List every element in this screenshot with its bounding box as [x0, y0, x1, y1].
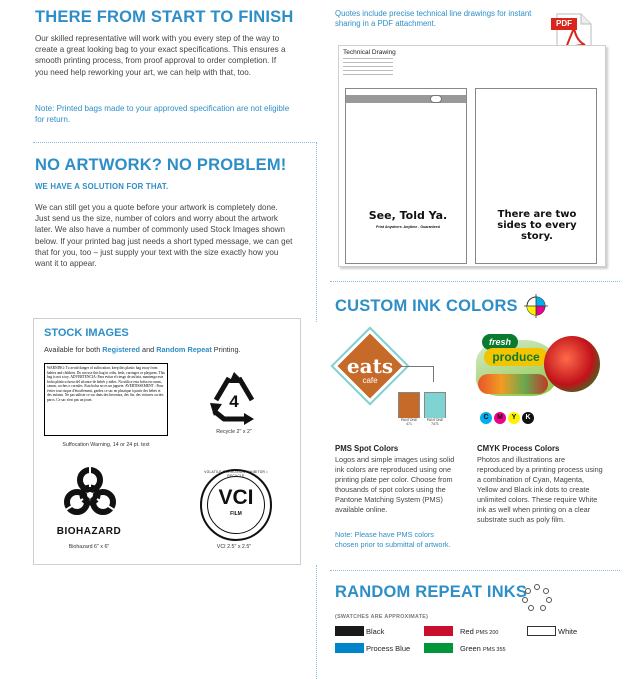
swatch-white-label: White [558, 627, 578, 636]
return-note: Note: Printed bags made to your approved specification are not eligible for return. [35, 104, 290, 125]
column-divider [316, 142, 317, 322]
swatches-approx-note: (SWATCHES ARE APPROXIMATE) [335, 614, 429, 620]
divider [330, 281, 620, 282]
pantone-471-label: PANTONE 471 [398, 418, 420, 426]
swatch-black [335, 626, 364, 636]
cafe-word: cafe [362, 376, 378, 385]
stock-availability [44, 345, 241, 354]
recycle-icon [204, 369, 264, 425]
pms-description: Logos and simple images using solid ink colors are reproduced using one printing plate per color. Choose from thousands of spot colors using the Pantone Matching System (PMS) available online. [335, 455, 455, 514]
intro-paragraph: Our skilled representative will work with you every step of the way to create a great looking bag to your exact specifications. This ensures a smooth printing process, from proof approval to order completion. If you need help reworking your art, we can help with that, too. [35, 34, 286, 77]
swatch-green-name: Green [460, 644, 483, 653]
recycle-caption: Recycle 2" x 2" [216, 429, 252, 435]
column-divider [316, 565, 317, 679]
bag-front-small: Print Anywhere. Anytime - Guaranteed [376, 225, 440, 229]
heading-no-artwork: NO ARTWORK? NO PROBLEM! [35, 156, 287, 174]
swatch-process-blue-label: Process Blue [366, 644, 411, 653]
bag-front-slogan: See, Told Ya. [368, 209, 448, 222]
divider [33, 142, 317, 143]
vci-ring-text: VOLATILE CORROSION INHIBITOR • RECYCLE [204, 470, 268, 478]
suffocation-warning-image: WARNING: To avoid danger of suffocation, keep this plastic bag away from babies and children. Do not use this bag in cribs, beds, carriages or playpens. This bag is not a toy. ADVERTENCIA: Para evitar el riesgo de asfixia, mantenga este bolsa plástica fuera del alcance de bebés y niños. No utilice esta bolsa en cunas, camas, coches o corrales. Esta bolsa no es un juguete. AVERTISSEMENT : Pour éviter tout risque d'étouffement, gardez ce sac en plastique à partir des bébés et des enfants. Ne pas utiliser ce sac dans des berceaux, des lits, des voitures ou des parcs. Ce sac n'est pas un jouet. [44, 363, 168, 436]
swatch-red-pms: PMS 200 [475, 630, 499, 636]
swatch-red-label [460, 627, 498, 636]
swatch-black-name: Black [366, 627, 385, 636]
random-repeat-link[interactable]: Random Repeat [156, 345, 212, 354]
swatch-green [424, 643, 453, 653]
pms-title: PMS Spot Colors [335, 444, 399, 453]
cmyk-title: CMYK Process Colors [477, 444, 560, 453]
cmyk-description: Photos and illustrations are reproduced by a printing process using a combination of Cyan, Magenta, Yellow and Black ink dots to create unlimited colors. These require White ink as well when printing on a clear substrate such as poly film. [477, 455, 603, 524]
produce-label: produce [484, 348, 548, 366]
divider [330, 570, 620, 571]
availability-and: and [140, 345, 157, 354]
swatch-white [527, 626, 556, 636]
bag-back-slogan: There are two sides to every story. [497, 209, 577, 242]
spec-lines [343, 58, 393, 76]
subheading-solution: WE HAVE A SOLUTION FOR THAT. [35, 182, 169, 191]
vci-word: VCI [218, 486, 254, 509]
vci-film: FILM [230, 511, 242, 517]
bag-front [345, 88, 467, 264]
artwork-paragraph: We can still get you a quote before your artwork is completely done. Just send us the size, number of colors and worry about the artwork later. We also have a number of commonly used Stock Images shown below. If your printed bag just needs a short typed message, we can get that for you, too – just supply your text with the size exactly how you want it to appear. [35, 203, 293, 269]
stock-images-panel [33, 318, 301, 565]
biohazard-label: BIOHAZARD [56, 526, 122, 537]
registration-mark-icon [524, 294, 548, 318]
heading-custom-ink: CUSTOM INK COLORS [335, 297, 518, 315]
pdf-badge: PDF [551, 18, 577, 30]
eats-word: eats [346, 354, 394, 378]
random-repeat-icon [522, 584, 552, 612]
heading-start-to-finish: THERE FROM START TO FINISH [35, 8, 294, 26]
swatch-red-name: Red [460, 627, 476, 636]
pantone-7471-label: PANTONE 7471 [424, 418, 446, 426]
vci-caption: VCI 2.5" x 2.5" [216, 544, 252, 550]
registered-link[interactable]: Registered [102, 345, 140, 354]
swatch-red [424, 626, 453, 636]
swatch-black-label [366, 627, 384, 636]
availability-prefix: Available for both [44, 345, 103, 354]
cmyk-example-graphic [474, 332, 599, 432]
biohazard-caption: Biohazard 6" x 6" [68, 544, 110, 550]
cmyk-yellow-dot: Y [508, 412, 520, 424]
availability-suffix: Printing. [211, 345, 241, 354]
recycle-number: 4 [229, 392, 239, 411]
bag-back [475, 88, 597, 264]
pms-example-graphic [334, 334, 444, 434]
swatch-green-pms: PMS 355 [482, 647, 506, 653]
technical-drawing-title: Technical Drawing [343, 49, 396, 56]
cmyk-cyan-dot: C [480, 412, 492, 424]
warning-caption: Suffocation Warning, 14 or 24 pt. text [62, 442, 150, 448]
swatch-process-blue [335, 643, 364, 653]
vci-seal [200, 469, 272, 541]
cmyk-black-dot: K [522, 412, 534, 424]
pms-note: Note: Please have PMS colors chosen prior to submittal of artwork. [335, 530, 451, 549]
stock-images-title: STOCK IMAGES [44, 327, 129, 339]
fresh-label: fresh [482, 334, 518, 350]
cmyk-magenta-dot: M [494, 412, 506, 424]
technical-drawing [338, 45, 606, 267]
tomato-photo [544, 336, 600, 392]
heading-random-repeat: RANDOM REPEAT INKS [335, 583, 528, 601]
quote-description: Quotes include precise technical line drawings for instant sharing in a PDF attachment. [335, 9, 532, 28]
swatch-green-label [460, 644, 506, 653]
biohazard-icon [62, 467, 118, 521]
